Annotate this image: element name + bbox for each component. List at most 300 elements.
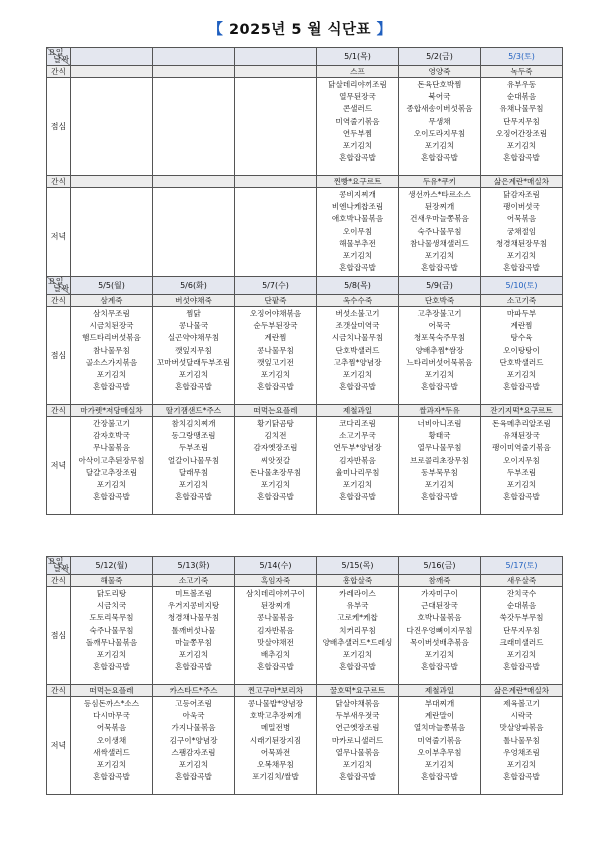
lunch-cell (235, 587, 317, 685)
lunch-cell (317, 307, 399, 405)
date-header: 5/1(목) (317, 48, 399, 66)
pm-snack (153, 176, 235, 188)
dinner-item: 동부묵무침 (421, 467, 458, 477)
lunch-item: 포기김치 (424, 140, 455, 150)
lunch-item: 연두부찜 (342, 128, 373, 138)
date-header: 5/6(화) (153, 277, 235, 295)
dinner-cell (153, 188, 235, 286)
corner-date-label: 날짜 (53, 55, 69, 64)
lunch-item: 혼합잡곡밥 (257, 382, 294, 392)
am-snack: 소고기죽 (153, 575, 235, 587)
dinner-item: 포기김치 (178, 759, 209, 769)
am-snack: 단호박죽 (399, 295, 481, 307)
lunch-item: 돈육단호박찜 (417, 80, 462, 89)
dinner-item: 콩나물밥*양념장 (247, 699, 304, 708)
dinner-item: 팽이미역줄기볶음 (492, 443, 551, 453)
dinner-cell (481, 188, 563, 286)
am-snack: 옥수수죽 (317, 295, 399, 307)
dinner-item: 어묵꽈전 (260, 747, 291, 757)
dinner-item: 김자반볶음 (339, 455, 376, 465)
date-header: 5/13(화) (153, 557, 235, 575)
lunch-item: 미트볼조림 (175, 589, 212, 598)
am-snack (71, 66, 153, 78)
dinner-item: 돈육메추리알조림 (492, 419, 551, 428)
lunch-item: 종합새송이버섯볶음 (406, 104, 473, 114)
date-header: 5/9(금) (399, 277, 481, 295)
lunch-item: 시금치나물무침 (331, 333, 384, 343)
dinner-item: 김치전 (264, 431, 287, 441)
lunch-item: 포기김치 (424, 649, 455, 659)
dinner-item: 혼합잡곡밥 (421, 263, 458, 273)
dinner-item: 포기김치 (96, 759, 127, 769)
dinner-cell (235, 697, 317, 795)
am-snack: 녹두죽 (481, 66, 563, 78)
dinner-item: 새싹샐러드 (93, 747, 130, 757)
lunch-item: 닭도리탕 (96, 589, 127, 598)
lunch-cell (235, 307, 317, 405)
lunch-item: 포기김치 (260, 369, 291, 379)
dinner-item: 열치마늘쫑볶음 (413, 723, 466, 733)
lunch-item: 포기김치 (342, 369, 373, 379)
pm-snack: 떠먹는요플레 (71, 685, 153, 697)
am-snack: 삼계죽 (71, 295, 153, 307)
lunch-item: 열무된장국 (339, 92, 376, 102)
lunch-item: 삼치무조림 (93, 309, 130, 318)
dinner-item: 황기닭곰탕 (257, 419, 294, 428)
dinner-item: 포기김치 (424, 759, 455, 769)
lunch-item: 혼합잡곡밥 (175, 382, 212, 392)
lunch-item: 목이버섯배추볶음 (410, 637, 469, 647)
dinner-item: 궁채절임 (506, 226, 537, 236)
am-snack: 소고기죽 (481, 295, 563, 307)
lunch-item: 혼합잡곡밥 (257, 662, 294, 672)
dinner-item: 호박고추장찌개 (249, 711, 302, 721)
lunch-item: 단무지무침 (503, 116, 540, 126)
lunch-item: 포기김치 (342, 140, 373, 150)
lunch-cell (153, 307, 235, 405)
lunch-item: 혼합잡곡밥 (503, 153, 540, 163)
dinner-item: 닭감자조림 (503, 190, 540, 199)
lunch-item: 오징어야채볶음 (249, 309, 302, 318)
lunch-item: 혼합잡곡밥 (503, 662, 540, 672)
lunch-item: 잔치국수 (506, 589, 537, 598)
dinner-item: 팽이버섯국 (503, 202, 540, 212)
dinner-item: 우엉채조림 (503, 747, 540, 757)
lunch-item: 포기김치 (178, 369, 209, 379)
corner-date-label: 날짜 (53, 284, 69, 293)
dinner-item: 생선까스*타르소스 (408, 190, 471, 199)
dinner-item: 포기김치 (506, 759, 537, 769)
dinner-item: 얼갈이나물무침 (167, 455, 220, 465)
date-header: 5/10(토) (481, 277, 563, 295)
lunch-item: 콘샐러드 (342, 104, 373, 114)
label-lunch: 점심 (47, 307, 71, 405)
dinner-item: 계란말이 (424, 711, 455, 721)
lunch-item: 호박나물볶음 (417, 613, 462, 623)
lunch-cell (71, 307, 153, 405)
dinner-cell (235, 417, 317, 515)
dinner-item: 열무나물무침 (417, 443, 462, 453)
lunch-item: 닭살데리야끼조림 (328, 80, 387, 89)
dinner-item: 코다리조림 (339, 419, 376, 428)
am-snack: 새우살죽 (481, 575, 563, 587)
lunch-item: 계란찜 (510, 321, 533, 331)
lunch-item: 근대된장국 (421, 601, 458, 611)
dinner-item: 닭살야채볶음 (335, 699, 380, 708)
lunch-cell (399, 78, 481, 176)
lunch-item: 된장찌개 (260, 601, 291, 611)
dinner-item: 두부조림 (178, 443, 209, 453)
lunch-item: 고추장불고기 (417, 309, 462, 318)
dinner-cell (481, 417, 563, 515)
pm-snack: 삶은계란*매실차 (481, 685, 563, 697)
lunch-item: 유채나물무침 (499, 104, 544, 114)
date-header: 5/16(금) (399, 557, 481, 575)
lunch-item: 톨깨버섯나물 (171, 625, 216, 635)
lunch-item: 혼합잡곡밥 (421, 382, 458, 392)
label-snack: 간식 (47, 66, 71, 78)
lunch-item: 꼬마버섯달래두부조림 (156, 357, 231, 367)
lunch-item: 유부우동 (506, 80, 537, 89)
dinner-item: 비엔나케찹조림 (331, 202, 384, 212)
dinner-cell (153, 417, 235, 515)
date-header: 5/12(월) (71, 557, 153, 575)
lunch-cell (317, 587, 399, 685)
dinner-item: 돈나물초장무침 (249, 467, 302, 477)
dinner-item: 톨나물무침 (503, 735, 540, 745)
dinner-item: 감자옛장조림 (253, 443, 298, 453)
dinner-cell (317, 697, 399, 795)
lunch-item: 느타리버섯어묵볶음 (406, 357, 473, 367)
page-title (0, 18, 600, 39)
dinner-item: 황태국 (428, 431, 451, 441)
dinner-item: 혼합잡곡밥 (93, 492, 130, 502)
pm-snack: 두유*쿠키 (399, 176, 481, 188)
dinner-item: 혼합잡곡밥 (257, 492, 294, 502)
dinner-item: 혼합잡곡밥 (421, 492, 458, 502)
lunch-item: 쑥갓두부무침 (499, 613, 544, 623)
lunch-item: 단호박샐러드 (499, 357, 544, 367)
dinner-item: 스팸감자조림 (171, 747, 216, 757)
dinner-item: 포기김치 (424, 479, 455, 489)
lunch-cell (399, 307, 481, 405)
label-snack: 간식 (47, 405, 71, 417)
date-header (153, 48, 235, 66)
pm-snack (71, 176, 153, 188)
dinner-item: 열무나물볶음 (335, 747, 380, 757)
am-snack (153, 66, 235, 78)
dinner-item: 포기김치 (260, 479, 291, 489)
dinner-item: 제육볼고기 (503, 699, 540, 708)
pm-snack: 떠먹는요플레 (235, 405, 317, 417)
dinner-item: 등심돈까스*소스 (83, 699, 140, 708)
dinner-item: 포기김치 (96, 479, 127, 489)
dinner-cell (399, 188, 481, 286)
dinner-item: 포기김치 (506, 250, 537, 260)
dinner-item: 달래무침 (178, 467, 209, 477)
dinner-item: 김구이*양념장 (169, 735, 218, 745)
week-table-3 (46, 556, 563, 795)
date-header: 5/2(금) (399, 48, 481, 66)
dinner-item: 건새우마늘쫑볶음 (410, 214, 469, 224)
lunch-cell (481, 587, 563, 685)
dinner-item: 마카로니샐러드 (331, 735, 384, 745)
am-snack: 흑임자죽 (235, 575, 317, 587)
lunch-item: 김자반볶음 (257, 625, 294, 635)
dinner-cell (399, 697, 481, 795)
label-snack: 간식 (47, 295, 71, 307)
lunch-cell (317, 78, 399, 176)
pm-snack: 찐빵*요구르트 (317, 176, 399, 188)
lunch-item: 순두부된장국 (253, 321, 298, 331)
title-text: 2025년 5 월 식단표 (228, 22, 372, 38)
lunch-item: 마늘쫑무침 (175, 637, 212, 647)
lunch-item: 참나물무침 (93, 345, 130, 355)
dinner-cell (481, 697, 563, 795)
dinner-item: 포기김치/쌀밥 (252, 772, 299, 782)
dinner-item: 혼합잡곡밥 (93, 772, 130, 782)
dinner-item: 포기김치 (342, 479, 373, 489)
title-bracket-left: 【 (208, 22, 224, 38)
pm-snack: 찐고구마*보리차 (235, 685, 317, 697)
corner-weekday-label: 요일 (48, 557, 64, 566)
lunch-item: 오징어간장조림 (495, 128, 548, 138)
lunch-item: 혼합잡곡밥 (93, 382, 130, 392)
label-snack: 간식 (47, 575, 71, 587)
lunch-item: 실곤약야채무침 (167, 333, 220, 343)
date-header (71, 48, 153, 66)
lunch-item: 도토리묵무침 (89, 613, 134, 623)
lunch-cell (153, 587, 235, 685)
lunch-cell (481, 307, 563, 405)
dinner-item: 포기김치 (178, 479, 209, 489)
lunch-item: 버섯소불고기 (335, 309, 380, 318)
lunch-item: 순대볶음 (506, 92, 537, 102)
dinner-cell (71, 697, 153, 795)
pm-snack: 제철과일 (399, 685, 481, 697)
dinner-item: 두부새우젓국 (335, 711, 380, 721)
am-snack: 해물죽 (71, 575, 153, 587)
dinner-item: 혼합잡곡밥 (503, 772, 540, 782)
am-snack: 영양죽 (399, 66, 481, 78)
lunch-item: 삼치데리야끼구이 (246, 589, 305, 598)
am-snack: 버섯야채죽 (153, 295, 235, 307)
dinner-item: 애호박나물볶음 (331, 214, 384, 224)
pm-snack: 제철과일 (317, 405, 399, 417)
lunch-cell (71, 587, 153, 685)
lunch-item: 포기김치 (424, 369, 455, 379)
lunch-item: 혼합잡곡밥 (175, 662, 212, 672)
title-bracket-right: 】 (376, 22, 392, 38)
dinner-cell (317, 188, 399, 286)
lunch-item: 혼합잡곡밥 (93, 662, 130, 672)
dinner-item: 해물부추전 (339, 238, 376, 248)
lunch-item: 햄드타리버섯볶음 (82, 333, 141, 343)
lunch-item: 오이도라지무침 (413, 128, 466, 138)
lunch-item: 무생채 (428, 116, 451, 126)
date-header: 5/5(월) (71, 277, 153, 295)
label-snack: 간식 (47, 685, 71, 697)
dinner-cell (71, 188, 153, 286)
lunch-item: 포기김치 (96, 649, 127, 659)
pm-snack: 잔기지떡*요구르트 (481, 405, 563, 417)
lunch-item: 골소스가지볶음 (85, 357, 138, 367)
dinner-item: 소고기무국 (339, 431, 376, 441)
dinner-item: 콩비지찌개 (339, 190, 376, 199)
lunch-item: 콩나물무침 (257, 345, 294, 355)
lunch-item: 혼합잡곡밥 (421, 153, 458, 163)
label-lunch: 점심 (47, 78, 71, 176)
lunch-cell (153, 78, 235, 176)
lunch-item: 포기김치 (342, 649, 373, 659)
lunch-item: 깻잎고기전 (257, 357, 294, 367)
lunch-item: 미역줄기볶음 (335, 116, 380, 126)
date-header: 5/17(토) (481, 557, 563, 575)
lunch-item: 혼합잡곡밥 (421, 662, 458, 672)
dinner-item: 오복채무침 (257, 759, 294, 769)
dinner-item: 미역줄기볶음 (417, 735, 462, 745)
lunch-item: 포기김치 (178, 649, 209, 659)
lunch-item: 포기김치 (96, 369, 127, 379)
dinner-item: 브로콜리초장무침 (410, 455, 469, 465)
dinner-item: 포기김치 (342, 759, 373, 769)
lunch-item: 순대볶음 (506, 601, 537, 611)
lunch-item: 포기김치 (506, 369, 537, 379)
dinner-item: 연근옛장조림 (335, 723, 380, 733)
corner-cell (47, 48, 71, 66)
dinner-item: 아삭이고추된장무침 (78, 455, 145, 465)
dinner-item: 어묵볶음 (96, 723, 127, 733)
dinner-item: 유채된장국 (503, 431, 540, 441)
dinner-item: 너비아니조림 (417, 419, 462, 428)
lunch-item: 오이탕탕이 (503, 345, 540, 355)
dinner-item: 포기김치 (342, 250, 373, 260)
dinner-item: 오이생채 (96, 735, 127, 745)
dinner-item: 동그랑땡조림 (171, 431, 216, 441)
dinner-item: 부대찌개 (424, 699, 455, 708)
label-dinner: 저녁 (47, 417, 71, 515)
dinner-item: 시락국 (510, 711, 533, 721)
dinner-item: 감자호박국 (93, 431, 130, 441)
dinner-cell (153, 697, 235, 795)
lunch-item: 단무지무침 (503, 625, 540, 635)
dinner-item: 오이부추무침 (417, 747, 462, 757)
pm-snack: 삶은계란*매실차 (481, 176, 563, 188)
dinner-item: 연두부*양념장 (333, 443, 382, 453)
dinner-item: 참나물생채샐러드 (410, 238, 469, 248)
corner-weekday-label: 요일 (48, 277, 64, 286)
lunch-cell (235, 78, 317, 176)
lunch-item: 배추김치 (260, 649, 291, 659)
lunch-item: 탕수육 (510, 333, 533, 343)
label-snack: 간식 (47, 176, 71, 188)
dinner-item: 가지나물볶음 (171, 723, 216, 733)
lunch-item: 치커리무침 (339, 625, 376, 635)
lunch-item: 청포묵숙주무침 (413, 333, 466, 343)
dinner-item: 어묵볶음 (506, 214, 537, 224)
lunch-item: 고로케*케찹 (337, 613, 378, 623)
lunch-item: 가자미구이 (421, 589, 458, 598)
lunch-item: 포기김치 (506, 140, 537, 150)
date-header: 5/14(수) (235, 557, 317, 575)
lunch-item: 양배추찜*쌈장 (415, 345, 464, 355)
lunch-item: 다진우엉뼈이지무침 (406, 625, 473, 635)
am-snack: 참깨죽 (399, 575, 481, 587)
week-table-1 (46, 47, 563, 286)
lunch-item: 혼합잡곡밥 (339, 382, 376, 392)
date-header: 5/15(목) (317, 557, 399, 575)
dinner-item: 고등어조림 (175, 699, 212, 708)
am-snack: 단팥죽 (235, 295, 317, 307)
dinner-item: 혼합잡곡밥 (339, 772, 376, 782)
lunch-item: 시금치된장국 (89, 321, 134, 331)
pm-snack (235, 176, 317, 188)
dinner-item: 된장찌개 (424, 202, 455, 212)
lunch-item: 콩나물볶음 (257, 613, 294, 623)
dinner-item: 혼합잡곡밥 (175, 492, 212, 502)
lunch-item: 조갯살미역국 (335, 321, 380, 331)
lunch-item: 포기김치 (506, 649, 537, 659)
corner-date-label: 날짜 (53, 564, 69, 573)
lunch-cell (481, 78, 563, 176)
lunch-item: 시금치국 (96, 601, 127, 611)
pm-snack: 꿀호떡*요구르트 (317, 685, 399, 697)
dinner-item: 숙주나물무침 (417, 226, 462, 236)
dinner-item: 두부조림 (506, 467, 537, 477)
lunch-item: 콩나물국 (178, 321, 209, 331)
dinner-item: 무나물볶음 (93, 443, 130, 453)
lunch-cell (71, 78, 153, 176)
week-table-2 (46, 276, 563, 515)
dinner-item: 혼합잡곡밥 (339, 263, 376, 273)
label-lunch: 점심 (47, 587, 71, 685)
lunch-item: 혼합잡곡밥 (339, 153, 376, 163)
date-header (235, 48, 317, 66)
lunch-item: 우거지콩비지탕 (167, 601, 220, 611)
lunch-item: 숙주나물무침 (89, 625, 134, 635)
lunch-item: 찜닭 (186, 309, 201, 318)
lunch-item: 카레라이스 (339, 589, 376, 598)
lunch-item: 북어국 (428, 92, 451, 102)
lunch-cell (399, 587, 481, 685)
dinner-cell (317, 417, 399, 515)
dinner-cell (399, 417, 481, 515)
lunch-item: 마파두부 (506, 309, 537, 318)
lunch-item: 혼합잡곡밥 (503, 382, 540, 392)
label-dinner: 저녁 (47, 188, 71, 286)
dinner-cell (235, 188, 317, 286)
dinner-item: 달걀고추장조림 (85, 467, 138, 477)
lunch-item: 유부국 (346, 601, 369, 611)
lunch-item: 어묵국 (428, 321, 451, 331)
dinner-item: 다시마무국 (93, 711, 130, 721)
lunch-item: 계란찜 (264, 333, 287, 343)
dinner-item: 오이지무침 (503, 455, 540, 465)
pm-snack: 마가렛*저당매실차 (71, 405, 153, 417)
dinner-item: 참치김치찌개 (171, 419, 216, 428)
dinner-item: 혼합잡곡밥 (339, 492, 376, 502)
lunch-item: 혼합잡곡밥 (339, 662, 376, 672)
dinner-cell (71, 417, 153, 515)
lunch-item: 돌깨무나물볶음 (85, 637, 138, 647)
am-snack: 스프 (317, 66, 399, 78)
lunch-item: 깻잎지무침 (175, 345, 212, 355)
dinner-item: 맛살양파볶음 (499, 723, 544, 733)
corner-cell (47, 557, 71, 575)
dinner-item: 율미나리무침 (335, 467, 380, 477)
dinner-item: 포기김치 (506, 479, 537, 489)
dinner-item: 간장불고기 (93, 419, 130, 428)
